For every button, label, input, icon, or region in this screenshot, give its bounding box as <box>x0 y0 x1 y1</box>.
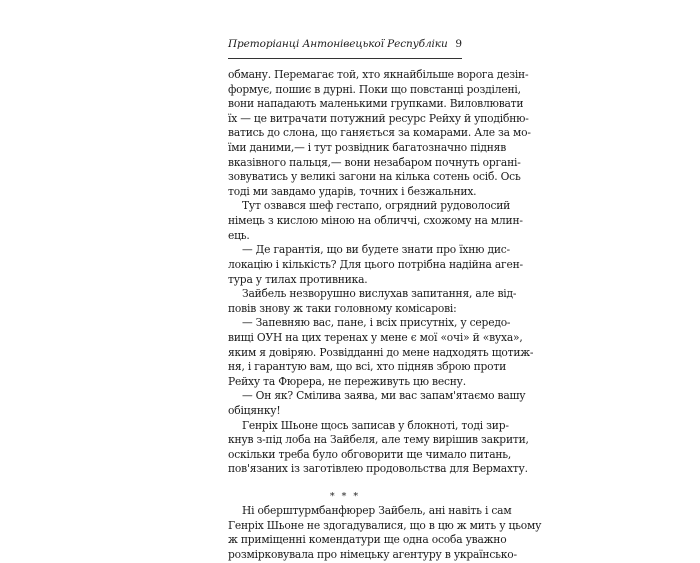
paragraph-first-line: Зайбель незворушно вислухав запитання, але від- <box>242 287 517 301</box>
text-line: тоді ми завдамо ударів, точних і безжальних. <box>228 184 477 198</box>
text-line: повів знову ж таки головному комісарові: <box>228 301 457 315</box>
text-line: обіцянку! <box>228 404 281 418</box>
text-line: локацію і кількість? Для цього потрібна надійна аген- <box>228 257 523 271</box>
body-text <box>228 68 542 563</box>
text-line: ж приміщенні комендатури ще одна особа уважно <box>228 533 507 547</box>
text-line: ня, і гарантую вам, що всі, хто підняв зброю проти <box>228 360 507 374</box>
text-line: їми даними,— і тут розвідник багатозначно підняв <box>228 141 507 155</box>
section-spacer <box>228 477 462 490</box>
text-line: пов'язаних із заготівлею продовольства для Вермахту. <box>228 462 528 476</box>
paragraph-first-line: Тут озвався шеф гестапо, огрядний рудоволосий <box>242 199 511 213</box>
text-line: Генріх Шьоне не здогадувалися, що в цю ж мить у цьому <box>228 518 542 532</box>
text-line: вищі ОУН на цих теренах у мене є мої «очі» й «вуха», <box>228 330 523 344</box>
text-line: кнув з-під лоба на Зайбеля, але тему вирішив закрити, <box>228 433 529 447</box>
text-line: зовуватись у великі загони на кілька сотень осіб. Ось <box>228 170 521 184</box>
text-line: їх — це витрачати потужний ресурс Рейху й уподібню- <box>228 111 529 125</box>
paragraph-first-line: — Запевняю вас, пане, і всіх присутніх, у середо- <box>242 316 511 330</box>
text-line: вказівного пальця,— вони незабаром почнуть органі- <box>228 155 521 169</box>
running-title: Преторіанці Антонівецької Республіки <box>228 38 448 50</box>
paragraph-first-line: Генріх Шьоне щось записав у блокноті, тоді зир- <box>242 418 509 432</box>
paragraph-first-line: — Де гарантія, що ви будете знати про їхню дис- <box>242 243 510 257</box>
text-line: тура у тилах противника. <box>228 272 368 286</box>
text-line: вони нападають маленькими групками. Виловлювати <box>228 97 524 111</box>
text-line: Рейху та Фюрера, не переживуть цю весну. <box>228 374 466 388</box>
text-line: розмірковувала про німецьку агентуру в українсько- <box>228 547 517 561</box>
section-break-asterisks: * * * <box>329 491 361 503</box>
paragraph-first-line: Ні оберштурмбанфюрер Зайбель, ані навіть і сам <box>242 504 512 518</box>
paragraph-first-line: — Он як? Смілива заява, ми вас запам'ятаємо вашу <box>242 389 526 403</box>
text-line: оскільки треба було обговорити ще чимало питань, <box>228 447 512 461</box>
text-line: ватись до слона, що ганяється за комарами. Але за мо- <box>228 126 531 140</box>
running-header <box>228 38 462 59</box>
page-number: 9 <box>455 38 462 50</box>
text-line: ець. <box>228 228 250 242</box>
text-line: обману. Перемагає той, хто якнайбільше ворога дезін- <box>228 68 529 81</box>
text-line: яким я довіряю. Розвідданні до мене надходять щотиж- <box>228 345 534 359</box>
text-line: формує, пошиє в дурні. Поки що повстанці розділені, <box>228 82 521 96</box>
text-line: німець з кислою міною на обличчі, схожому на млин- <box>228 214 523 228</box>
